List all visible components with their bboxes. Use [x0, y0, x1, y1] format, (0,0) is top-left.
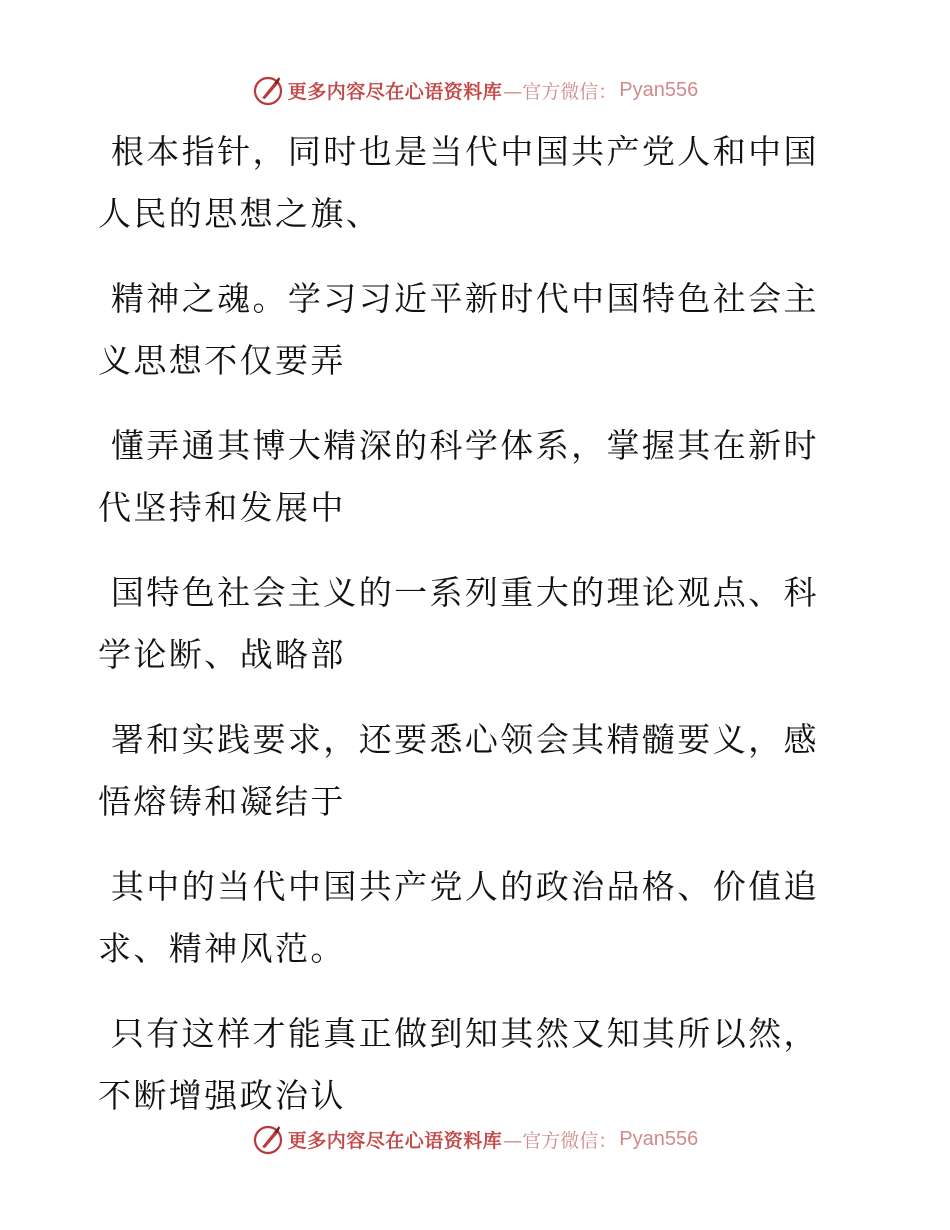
header-slogan: 更多内容尽在心语资料库: [287, 80, 503, 103]
header-wechat-id: Pyan556: [619, 78, 699, 101]
paragraph: 懂弄通其博大精深的科学体系，掌握其在新时代坚持和发展中: [98, 426, 819, 527]
footer-separator: —官方微信：: [503, 1129, 618, 1152]
document-body: [98, 121, 838, 1150]
paragraph: 署和实践要求，还要悉心领会其精髓要义，感悟熔铸和凝结于: [98, 720, 819, 821]
quill-logo-icon: [252, 74, 284, 106]
paragraph: 其中的当代中国共产党人的政治品格、价值追求、精神风范。: [98, 867, 819, 968]
header-banner: [0, 70, 950, 110]
footer-slogan: 更多内容尽在心语资料库: [287, 1129, 503, 1152]
paragraph: 国特色社会主义的一系列重大的理论观点、科学论断、战略部: [98, 573, 819, 674]
quill-logo-icon: [252, 1123, 284, 1155]
footer-wechat-id: Pyan556: [619, 1127, 699, 1150]
paragraph: 精神之魂。学习习近平新时代中国特色社会主义思想不仅要弄: [98, 279, 819, 380]
paragraph: 根本指针，同时也是当代中国共产党人和中国人民的思想之旗、: [98, 132, 819, 233]
header-separator: —官方微信：: [503, 80, 618, 103]
footer-banner: [0, 1119, 950, 1159]
paragraph: 只有这样才能真正做到知其然又知其所以然，不断增强政治认: [98, 1014, 819, 1115]
